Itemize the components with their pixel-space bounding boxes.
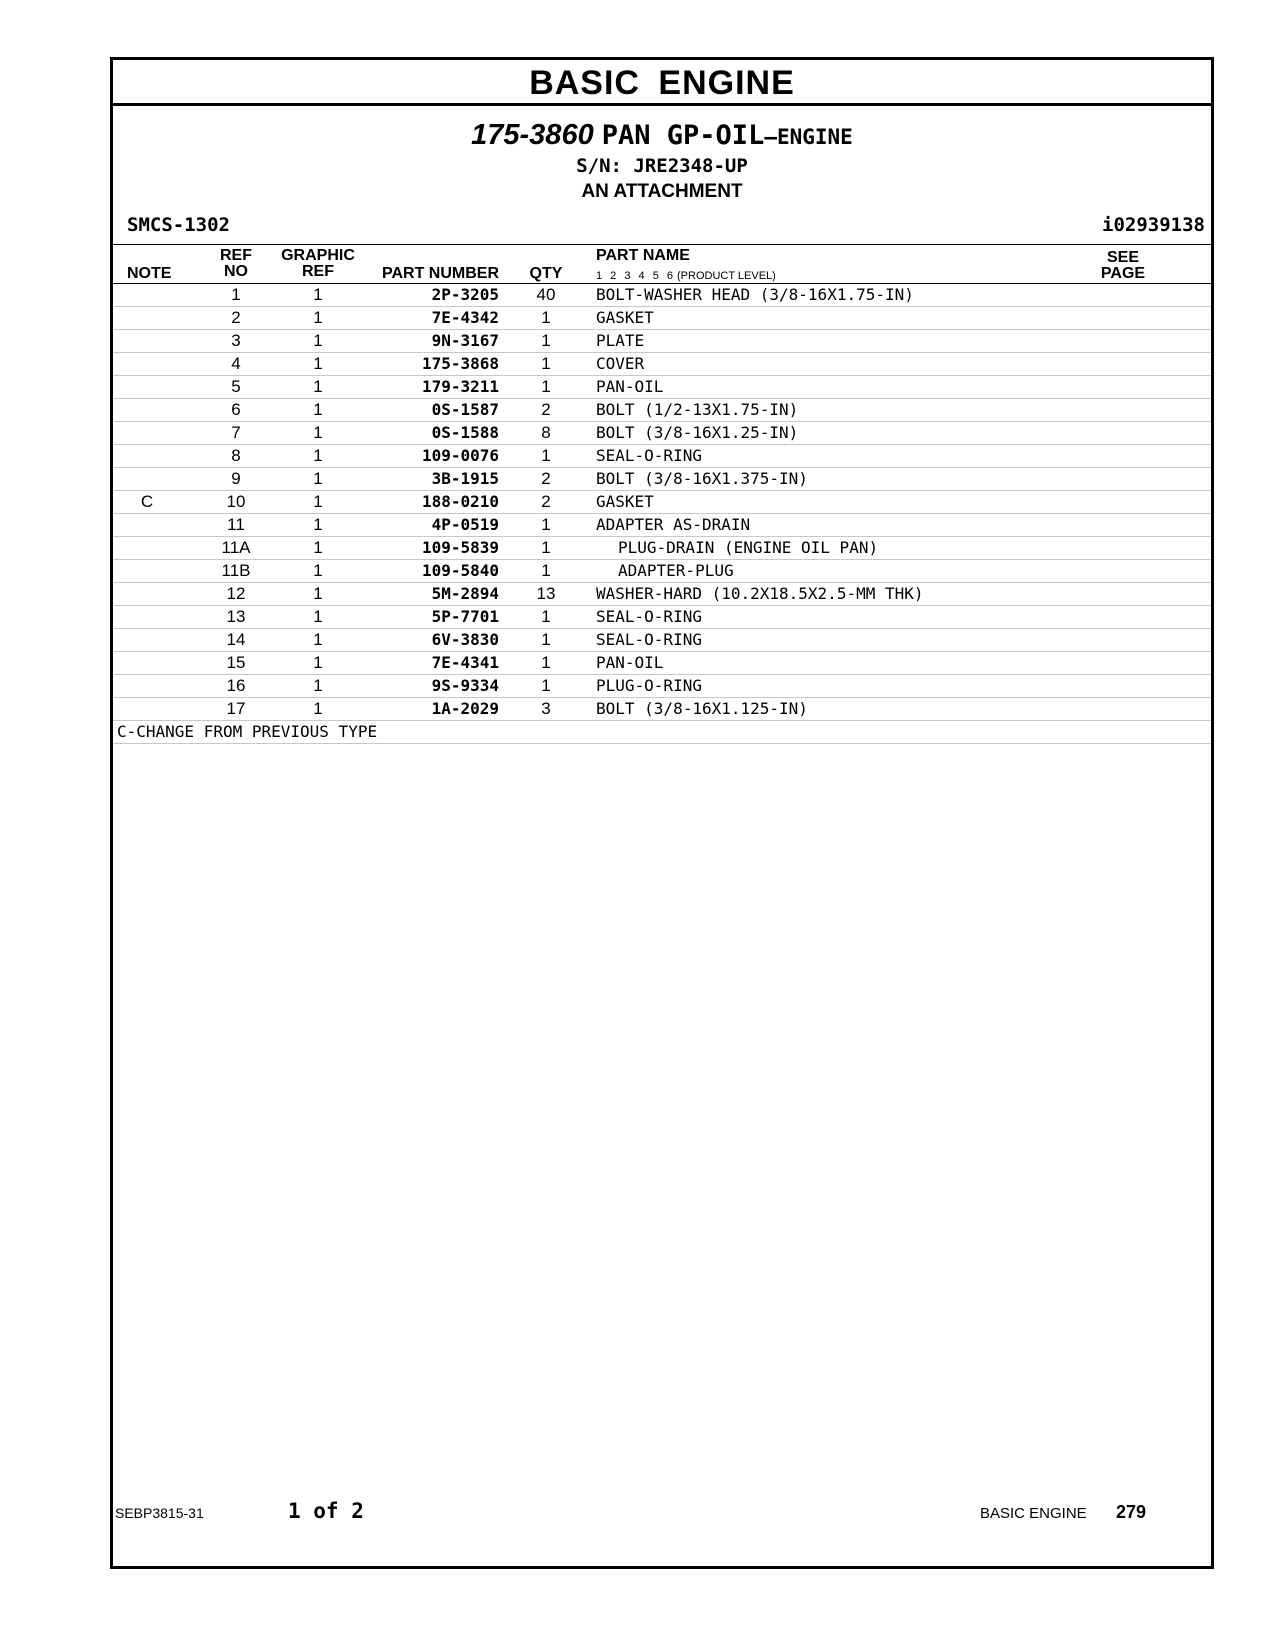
row-part-name: GASKET	[596, 308, 654, 327]
col-see-line1: SEE	[1106, 249, 1139, 266]
table-row	[113, 652, 1211, 675]
row-part-name: PAN-OIL	[596, 653, 664, 672]
page-frame	[110, 57, 1214, 1569]
row-graphic-ref: 1	[313, 584, 323, 603]
row-ref-no: 4	[231, 354, 241, 373]
table-row	[113, 583, 1211, 606]
row-part-number: 7E-4342	[431, 308, 499, 327]
section-title: BASIC ENGINE	[113, 60, 1211, 106]
table-row	[113, 284, 1211, 307]
row-part-number: 2P-3205	[431, 285, 499, 304]
row-part-number: 5M-2894	[431, 584, 499, 603]
row-part-name: BOLT-WASHER HEAD (3/8-16X1.75-IN)	[596, 285, 914, 304]
row-part-number: 5P-7701	[431, 607, 499, 626]
row-graphic-ref: 1	[313, 331, 323, 350]
table-row	[113, 514, 1211, 537]
product-level-label: (PRODUCT LEVEL)	[677, 270, 776, 282]
row-graphic-ref: 1	[313, 630, 323, 649]
table-row	[113, 629, 1211, 652]
row-ref-no: 7	[231, 423, 241, 442]
col-see-page	[1095, 250, 1151, 282]
level-numbers: 1 2 3 4 5 6	[596, 270, 673, 282]
table-row	[113, 422, 1211, 445]
row-ref-no: 10	[226, 492, 246, 511]
row-part-number: 3B-1915	[431, 469, 499, 488]
row-graphic-ref: 1	[313, 561, 323, 580]
row-part-name: ADAPTER AS-DRAIN	[596, 515, 751, 534]
row-graphic-ref: 1	[313, 538, 323, 557]
row-ref-no: 11	[227, 515, 245, 534]
row-part-number: 188-0210	[421, 492, 499, 511]
row-part-number: 9N-3167	[431, 331, 499, 350]
row-ref-no: 8	[231, 446, 241, 465]
row-qty: 1	[541, 630, 551, 649]
footer-page-of: 1 of 2	[288, 1499, 364, 1523]
row-part-name: PLATE	[596, 331, 645, 350]
row-part-name: SEAL-O-RING	[596, 630, 702, 649]
row-qty: 1	[541, 446, 551, 465]
row-part-name: BOLT (3/8-16X1.125-IN)	[596, 699, 808, 718]
table-row	[113, 353, 1211, 376]
col-part-number: PART NUMBER	[381, 265, 499, 282]
table-row	[113, 468, 1211, 491]
row-qty: 1	[541, 354, 551, 373]
row-part-name: BOLT (3/8-16X1.375-IN)	[596, 469, 808, 488]
row-qty: 3	[541, 699, 551, 718]
row-part-name: BOLT (3/8-16X1.25-IN)	[596, 423, 799, 442]
col-part-name: PART NAME	[596, 247, 690, 264]
row-part-name: GASKET	[596, 492, 654, 511]
footer-section: BASIC ENGINE	[980, 1505, 1087, 1522]
table-row	[113, 698, 1211, 721]
row-part-number: 175-3868	[421, 354, 499, 373]
column-header	[113, 245, 1211, 284]
table-row	[113, 560, 1211, 583]
row-ref-no: 13	[226, 607, 246, 626]
table-row	[113, 445, 1211, 468]
row-ref-no: 12	[226, 584, 246, 603]
row-qty: 1	[541, 377, 551, 396]
row-part-name: PLUG-DRAIN (ENGINE OIL PAN)	[618, 538, 879, 557]
col-qty: QTY	[529, 265, 563, 282]
table-row	[113, 399, 1211, 422]
group-part-suffix: —ENGINE	[764, 125, 853, 149]
table-row	[113, 307, 1211, 330]
row-ref-no: 6	[231, 400, 241, 419]
table-row	[113, 330, 1211, 353]
footnote: C-CHANGE FROM PREVIOUS TYPE	[113, 721, 1211, 744]
col-graphic-ref	[278, 248, 358, 280]
col-note: NOTE	[127, 265, 172, 282]
row-ref-no: 1	[231, 285, 241, 304]
row-ref-no: 3	[231, 331, 241, 350]
col-gref-line2: REF	[302, 263, 334, 280]
footer-page-number: 279	[1116, 1502, 1147, 1522]
row-part-name: WASHER-HARD (10.2X18.5X2.5-MM THK)	[596, 584, 924, 603]
row-ref-no: 14	[226, 630, 246, 649]
row-note: C	[140, 492, 154, 511]
row-ref-no: 2	[231, 308, 241, 327]
row-graphic-ref: 1	[313, 699, 323, 718]
row-graphic-ref: 1	[313, 653, 323, 672]
row-graphic-ref: 1	[313, 607, 323, 626]
table-row	[113, 675, 1211, 698]
group-part-name: PAN GP-OIL	[601, 120, 765, 151]
table-row	[113, 376, 1211, 399]
row-graphic-ref: 1	[313, 515, 323, 534]
row-graphic-ref: 1	[313, 354, 323, 373]
attachment-label: AN ATTACHMENT	[581, 181, 743, 202]
row-qty: 13	[536, 584, 556, 603]
row-part-name: BOLT (1/2-13X1.75-IN)	[596, 400, 799, 419]
serial-range: S/N: JRE2348-UP	[576, 155, 748, 177]
smcs-row	[113, 214, 1211, 245]
row-part-name: SEAL-O-RING	[596, 446, 702, 465]
row-part-number: 4P-0519	[431, 515, 499, 534]
row-part-number: 9S-9334	[431, 676, 499, 695]
col-product-levels	[596, 268, 776, 284]
row-ref-no: 11A	[221, 538, 251, 557]
group-part-number: 175-3860	[471, 119, 594, 151]
table-row	[113, 537, 1211, 560]
row-qty: 1	[541, 676, 551, 695]
row-qty: 2	[541, 469, 551, 488]
row-ref-no: 16	[226, 676, 246, 695]
row-part-number: 1A-2029	[431, 699, 499, 718]
table-row	[113, 491, 1211, 514]
parts-list	[113, 284, 1211, 721]
smcs-code: SMCS-1302	[127, 214, 230, 236]
row-part-name: PLUG-O-RING	[596, 676, 702, 695]
row-part-name: COVER	[596, 354, 645, 373]
row-part-number: 0S-1588	[431, 423, 499, 442]
part-header	[113, 118, 1211, 204]
row-part-name: PAN-OIL	[596, 377, 664, 396]
row-qty: 8	[541, 423, 551, 442]
row-qty: 1	[541, 331, 551, 350]
row-part-number: 179-3211	[421, 377, 499, 396]
row-qty: 1	[541, 538, 551, 557]
row-part-number: 7E-4341	[431, 653, 499, 672]
col-ref-line1: REF	[220, 247, 252, 264]
row-qty: 1	[541, 607, 551, 626]
row-ref-no: 9	[231, 469, 241, 488]
row-qty: 1	[541, 308, 551, 327]
row-graphic-ref: 1	[313, 423, 323, 442]
row-qty: 2	[541, 492, 551, 511]
row-ref-no: 17	[226, 699, 246, 718]
row-graphic-ref: 1	[313, 285, 323, 304]
row-part-number: 6V-3830	[431, 630, 499, 649]
document-id: i02939138	[1102, 214, 1205, 236]
row-part-number: 109-5840	[421, 561, 499, 580]
row-qty: 40	[536, 285, 556, 304]
row-qty: 1	[541, 653, 551, 672]
row-graphic-ref: 1	[313, 400, 323, 419]
row-graphic-ref: 1	[313, 446, 323, 465]
row-part-number: 0S-1587	[431, 400, 499, 419]
row-ref-no: 15	[226, 653, 246, 672]
part-heading	[113, 118, 1211, 154]
col-ref-no	[216, 248, 256, 280]
row-part-name: SEAL-O-RING	[596, 607, 702, 626]
col-see-line2: PAGE	[1100, 265, 1146, 282]
col-gref-line1: GRAPHIC	[281, 247, 355, 264]
row-ref-no: 11B	[221, 561, 251, 580]
row-qty: 2	[541, 400, 551, 419]
row-qty: 1	[541, 561, 551, 580]
table-row	[113, 606, 1211, 629]
row-ref-no: 5	[231, 377, 241, 396]
row-part-name: ADAPTER-PLUG	[618, 561, 734, 580]
row-graphic-ref: 1	[313, 676, 323, 695]
row-part-number: 109-5839	[421, 538, 499, 557]
footer-doc-number: SEBP3815-31	[115, 1505, 204, 1521]
row-graphic-ref: 1	[313, 492, 323, 511]
col-ref-line2: NO	[224, 263, 248, 280]
row-graphic-ref: 1	[313, 308, 323, 327]
row-qty: 1	[541, 515, 551, 534]
row-part-number: 109-0076	[421, 446, 499, 465]
row-graphic-ref: 1	[313, 469, 323, 488]
row-graphic-ref: 1	[313, 377, 323, 396]
